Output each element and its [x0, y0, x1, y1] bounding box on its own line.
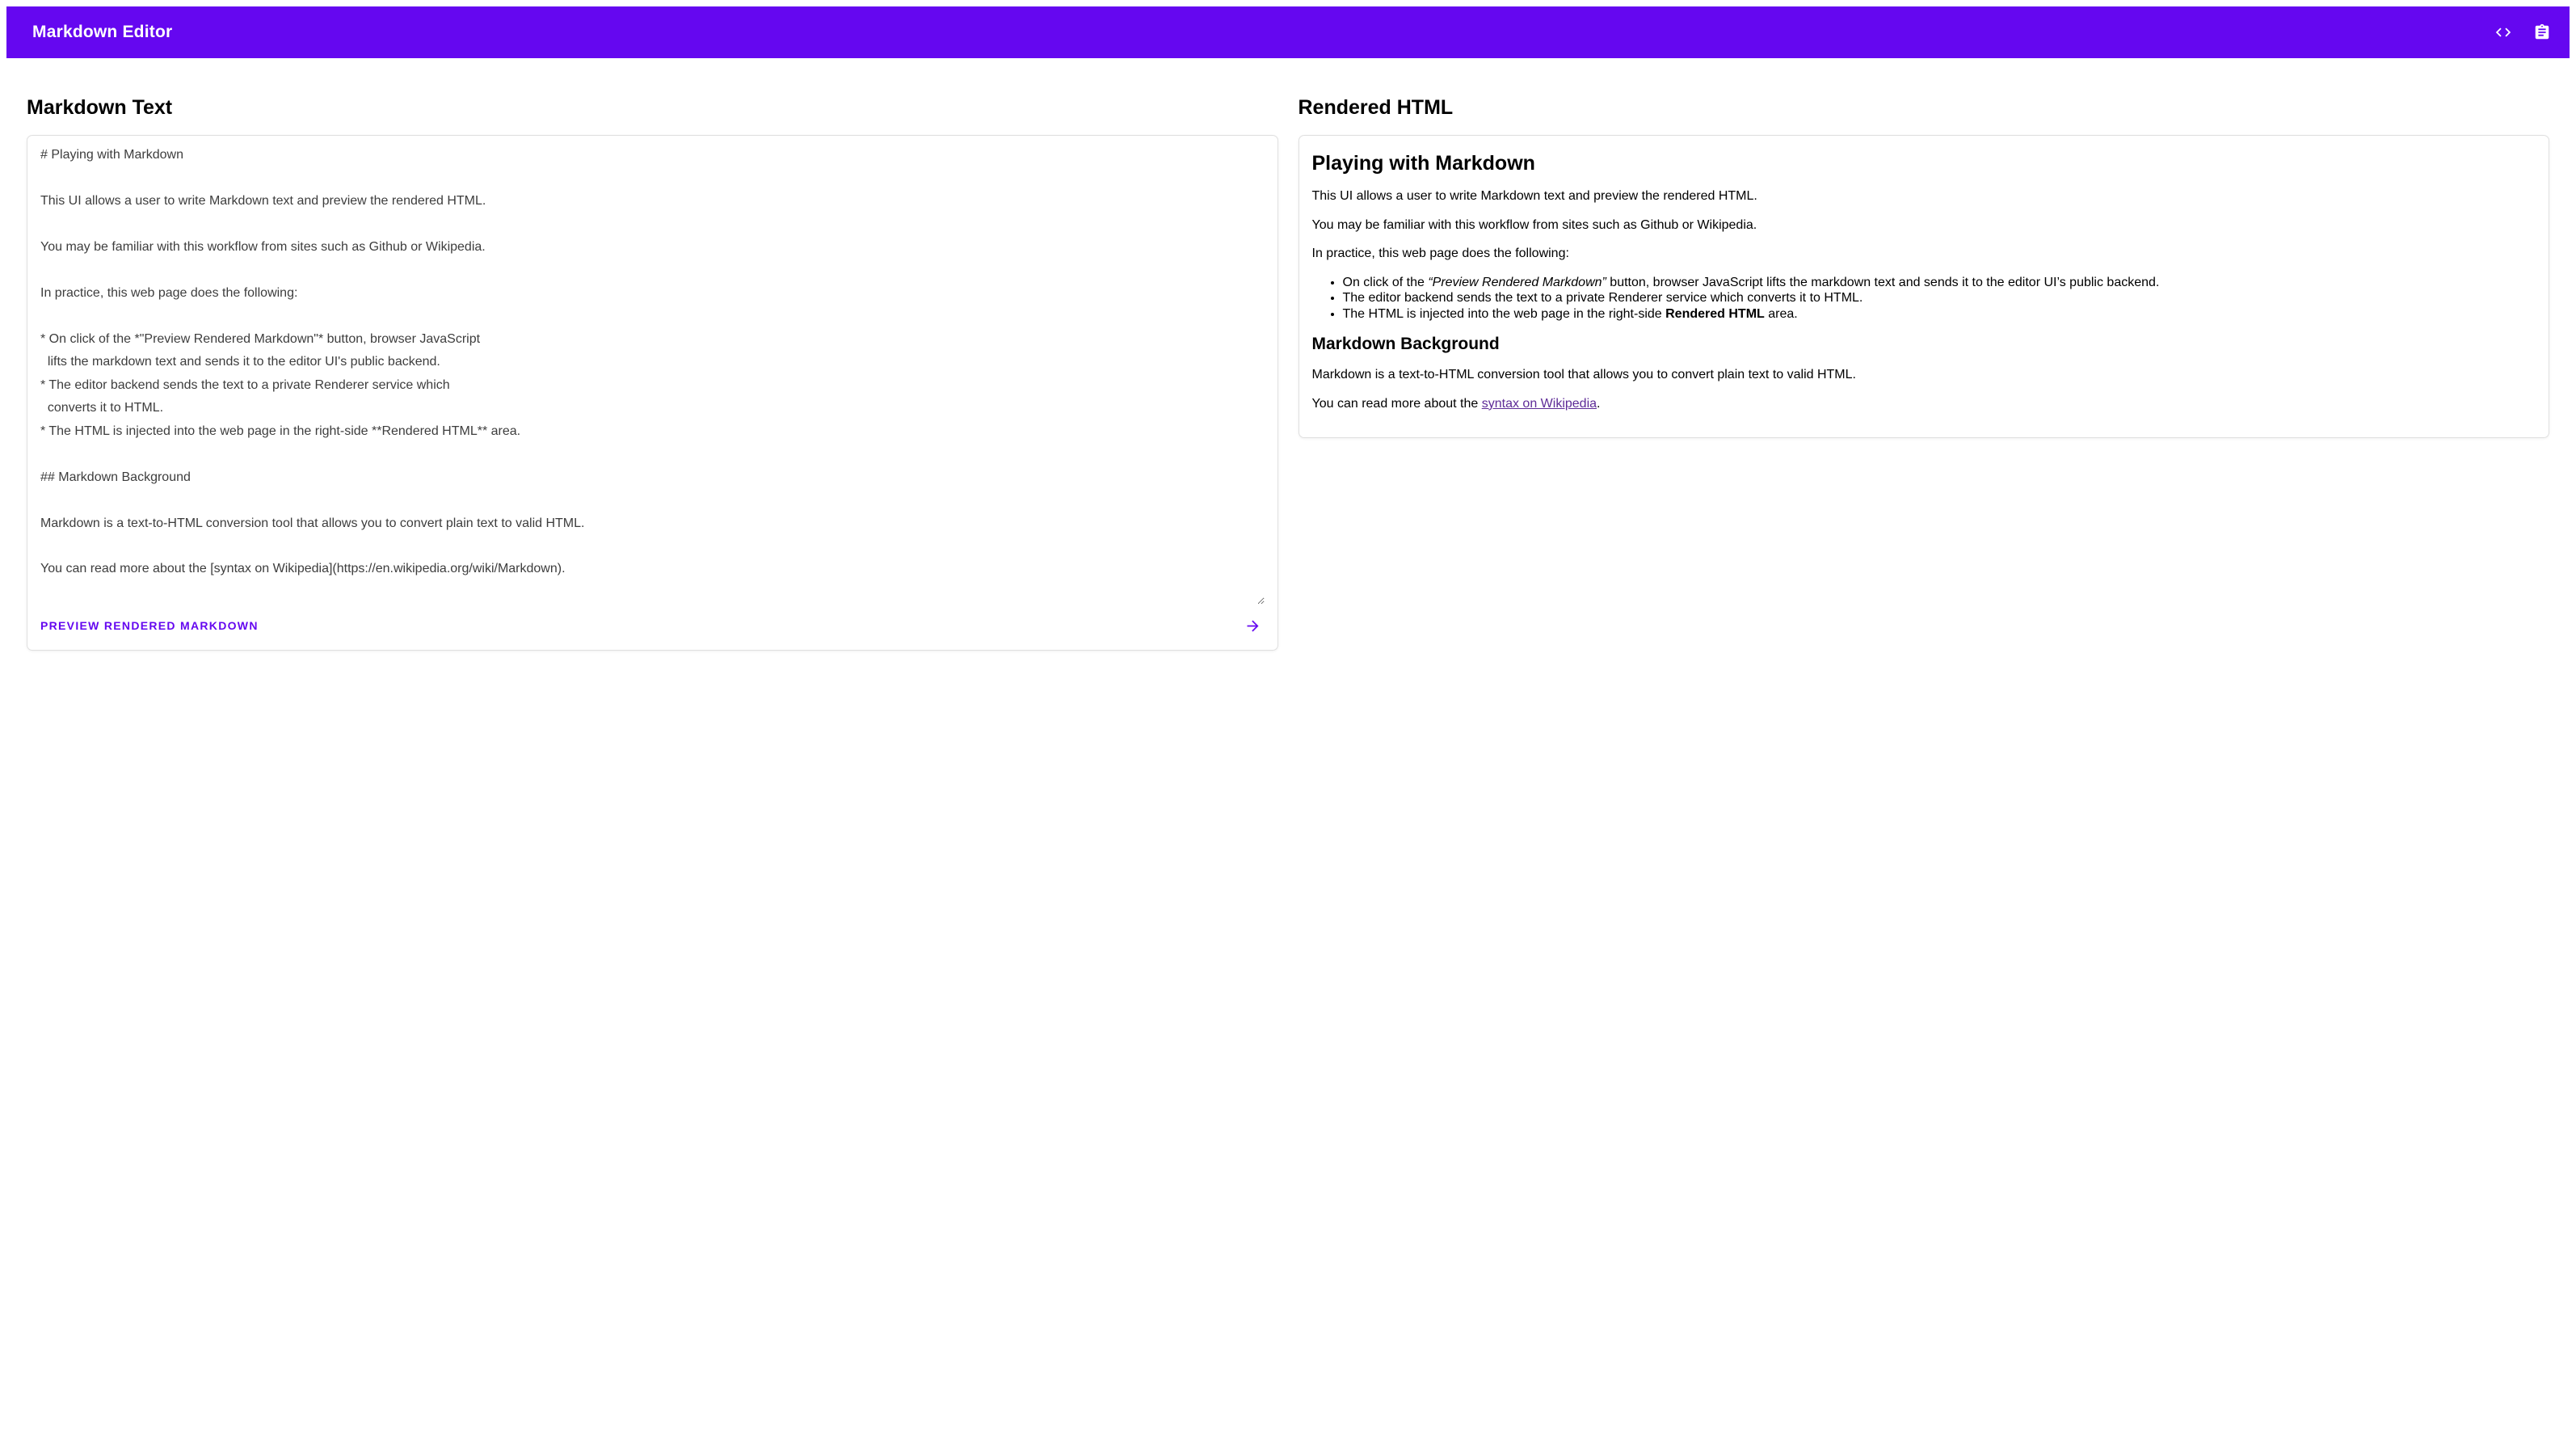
code-icon: [2494, 23, 2512, 41]
preview-list: [1312, 275, 2536, 322]
app-bar: [6, 6, 2570, 58]
preview-rendered-markdown-button[interactable]: PREVIEW RENDERED MARKDOWN: [40, 619, 259, 632]
list-item: • The editor backend sends the text to a private Renderer service which converts it to HTML.: [1343, 290, 2536, 306]
preview-paragraph: You may be familiar with this workflow from sites such as Github or Wikipedia.: [1311, 217, 1757, 232]
preview-column: [1299, 58, 2550, 651]
editor-column: [27, 58, 1278, 651]
assignment-clipboard-icon: [2533, 23, 2551, 41]
main-content: [6, 58, 2570, 651]
editor-actions: [40, 605, 1265, 647]
preview-section-title: Rendered HTML: [1298, 96, 1454, 119]
list-item: • The HTML is injected into the web page in the right-side Rendered HTML area.: [1343, 306, 2536, 322]
arrow-forward-icon: [1244, 618, 1261, 634]
preview-paragraph: Markdown is a text-to-HTML conversion tool that allows you to convert plain text to valid HTML.: [1311, 368, 1856, 382]
rendered-html-panel: [1299, 135, 2550, 438]
link-paragraph-prefix: You can read more about the: [1311, 396, 1482, 411]
clipboard-button[interactable]: [2523, 13, 2561, 52]
preview-heading-1: Playing with Markdown: [1311, 152, 1535, 175]
code-button[interactable]: [2484, 13, 2523, 52]
preview-paragraph: This UI allows a user to write Markdown text and preview the rendered HTML.: [1311, 189, 1757, 203]
preview-paragraph-with-link: [1312, 396, 2536, 412]
syntax-wikipedia-link[interactable]: syntax on Wikipedia: [1481, 396, 1597, 411]
preview-arrow-button[interactable]: [1241, 618, 1265, 634]
list-item: • On click of the “Preview Rendered Markdown” button, browser JavaScript lifts the markdown text and sends it to the editor UI’s public backend.: [1343, 275, 2536, 291]
preview-paragraph: In practice, this web page does the following:: [1311, 247, 1569, 261]
editor-section-title: Markdown Text: [27, 96, 173, 119]
link-paragraph-suffix: .: [1597, 396, 1601, 411]
app-title: Markdown Editor: [32, 23, 173, 41]
two-column-layout: [27, 58, 2549, 651]
editor-panel: [27, 135, 1278, 651]
markdown-textarea[interactable]: [40, 144, 1265, 605]
preview-heading-2: Markdown Background: [1311, 335, 1500, 354]
